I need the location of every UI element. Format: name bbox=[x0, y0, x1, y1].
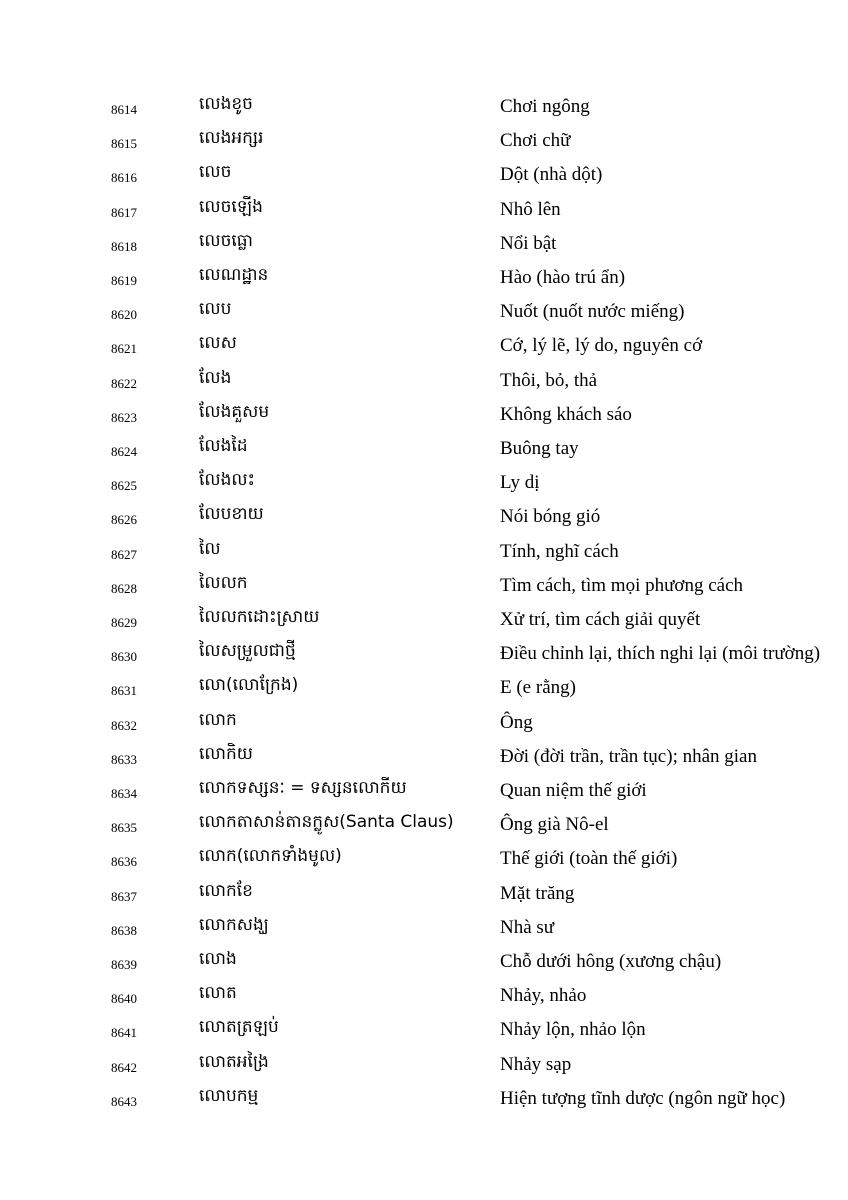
entry-row bbox=[0, 195, 848, 229]
entry-number: 8634 bbox=[111, 786, 137, 801]
vietnamese-meaning: Nổi bật bbox=[500, 233, 557, 254]
entry-number: 8622 bbox=[111, 376, 137, 391]
entry-row bbox=[0, 844, 848, 878]
khmer-term: លែងគួសម bbox=[199, 402, 270, 422]
entry-row bbox=[0, 126, 848, 160]
vietnamese-meaning: Ly dị bbox=[500, 472, 540, 493]
entry-row bbox=[0, 468, 848, 502]
entry-row bbox=[0, 366, 848, 400]
entry-number: 8621 bbox=[111, 341, 137, 356]
khmer-term: លេច bbox=[199, 162, 232, 182]
entry-row bbox=[0, 263, 848, 297]
entry-number: 8633 bbox=[111, 752, 137, 767]
vietnamese-meaning: Nhảy, nhảo bbox=[500, 985, 587, 1006]
vietnamese-meaning: Tìm cách, tìm mọi phương cách bbox=[500, 575, 744, 596]
entry-row bbox=[0, 502, 848, 536]
entry-number: 8627 bbox=[111, 547, 137, 562]
entry-number: 8624 bbox=[111, 444, 137, 459]
entry-number: 8641 bbox=[111, 1025, 137, 1040]
entry-number: 8628 bbox=[111, 581, 137, 596]
entry-number: 8639 bbox=[111, 957, 137, 972]
vietnamese-meaning: Ông già Nô-el bbox=[500, 814, 609, 835]
entry-row bbox=[0, 1015, 848, 1049]
vietnamese-meaning: Tính, nghĩ cách bbox=[500, 541, 619, 562]
khmer-term: លោបកម្ម bbox=[199, 1086, 259, 1106]
entry-row bbox=[0, 331, 848, 365]
vietnamese-meaning: Mặt trăng bbox=[500, 883, 575, 904]
entry-number: 8629 bbox=[111, 615, 137, 630]
entry-row bbox=[0, 879, 848, 913]
entry-number: 8636 bbox=[111, 854, 137, 869]
entry-number: 8635 bbox=[111, 820, 137, 835]
entry-number: 8618 bbox=[111, 239, 137, 254]
entry-row bbox=[0, 708, 848, 742]
entry-row bbox=[0, 92, 848, 126]
entry-row bbox=[0, 1084, 848, 1118]
khmer-term: លេស bbox=[199, 333, 237, 353]
entry-row bbox=[0, 229, 848, 263]
vietnamese-meaning: Chơi chữ bbox=[500, 130, 571, 151]
vietnamese-meaning: Ông bbox=[500, 712, 533, 733]
khmer-term: លោតអង្រៃ bbox=[199, 1052, 269, 1072]
entry-number: 8619 bbox=[111, 273, 137, 288]
khmer-term: លេណដ្ឋាន bbox=[199, 265, 269, 285]
entry-row bbox=[0, 742, 848, 776]
entry-number: 8616 bbox=[111, 170, 137, 185]
khmer-term: លៃលកដោះស្រាយ bbox=[199, 607, 320, 627]
khmer-term: លោកសង្ឃ bbox=[199, 915, 269, 935]
entry-row bbox=[0, 537, 848, 571]
vietnamese-meaning: Xử trí, tìm cách giải quyết bbox=[500, 609, 701, 630]
vietnamese-meaning: Không khách sáo bbox=[500, 404, 632, 425]
khmer-term: លោកខែ bbox=[199, 881, 253, 901]
vietnamese-meaning: Thôi, bỏ, thả bbox=[500, 370, 598, 391]
entry-row bbox=[0, 639, 848, 673]
entry-number: 8637 bbox=[111, 889, 137, 904]
vietnamese-meaning: Chỗ dưới hông (xương chậu) bbox=[500, 951, 722, 972]
vietnamese-meaning: Hiện tượng tĩnh dược (ngôn ngữ học) bbox=[500, 1088, 786, 1109]
entry-row bbox=[0, 913, 848, 947]
vietnamese-meaning: E (e rằng) bbox=[500, 677, 576, 698]
entry-row bbox=[0, 571, 848, 605]
vietnamese-meaning: Buông tay bbox=[500, 438, 579, 459]
entry-number: 8614 bbox=[111, 102, 137, 117]
entry-number: 8643 bbox=[111, 1094, 137, 1109]
khmer-term: លៃលក bbox=[199, 573, 248, 593]
khmer-term: លោក(លោកទាំងមូល) bbox=[199, 846, 342, 866]
entry-row bbox=[0, 160, 848, 194]
khmer-term: លែងលះ bbox=[199, 470, 256, 490]
vietnamese-meaning: Nuốt (nuốt nước miếng) bbox=[500, 301, 685, 322]
vietnamese-meaning: Nhà sư bbox=[500, 917, 555, 938]
entry-row bbox=[0, 810, 848, 844]
entry-row bbox=[0, 297, 848, 331]
vietnamese-meaning: Đời (đời trần, trần tục); nhân gian bbox=[500, 746, 757, 767]
vietnamese-meaning: Điều chỉnh lại, thích nghi lại (môi trường) bbox=[500, 643, 821, 664]
khmer-term: លោកតាសាន់តានក្លូស(Santa Claus) bbox=[199, 812, 454, 832]
entry-number: 8631 bbox=[111, 683, 137, 698]
entry-number: 8617 bbox=[111, 205, 137, 220]
khmer-term: លែបខាយ bbox=[199, 504, 264, 524]
entry-number: 8625 bbox=[111, 478, 137, 493]
vietnamese-meaning: Cớ, lý lẽ, lý do, nguyên cớ bbox=[500, 335, 703, 356]
vietnamese-meaning: Nhô lên bbox=[500, 199, 561, 220]
entry-number: 8623 bbox=[111, 410, 137, 425]
entry-number: 8632 bbox=[111, 718, 137, 733]
entry-row bbox=[0, 776, 848, 810]
entry-row bbox=[0, 605, 848, 639]
khmer-term: លៃ bbox=[199, 539, 221, 559]
vietnamese-meaning: Nhảy sạp bbox=[500, 1054, 572, 1075]
entry-number: 8640 bbox=[111, 991, 137, 1006]
khmer-term: លោង bbox=[199, 949, 237, 969]
entry-row bbox=[0, 1050, 848, 1084]
entry-number: 8626 bbox=[111, 512, 137, 527]
entry-number: 8615 bbox=[111, 136, 137, 151]
vietnamese-meaning: Nhảy lộn, nhảo lộn bbox=[500, 1019, 646, 1040]
vietnamese-meaning: Chơi ngông bbox=[500, 96, 590, 117]
khmer-term: លោកិយ bbox=[199, 744, 253, 764]
entry-row bbox=[0, 673, 848, 707]
entry-number: 8642 bbox=[111, 1060, 137, 1075]
khmer-term: លោកទស្សនៈ = ទស្សនលោកីយ bbox=[199, 778, 407, 798]
entry-number: 8630 bbox=[111, 649, 137, 664]
vietnamese-meaning: Thế giới (toàn thế giới) bbox=[500, 848, 678, 869]
khmer-term: លៃសម្រួលជាថ្មី bbox=[199, 641, 296, 661]
khmer-term: លេចឡើង bbox=[199, 197, 263, 217]
vietnamese-meaning: Nói bóng gió bbox=[500, 506, 601, 527]
vietnamese-meaning: Hào (hào trú ẩn) bbox=[500, 267, 626, 288]
entry-row bbox=[0, 981, 848, 1015]
khmer-term: លេងខូច bbox=[199, 94, 253, 114]
entry-row bbox=[0, 947, 848, 981]
khmer-term: លោ(លោក្រែង) bbox=[199, 675, 299, 695]
entry-row bbox=[0, 400, 848, 434]
khmer-term: លោក bbox=[199, 710, 237, 730]
entry-row bbox=[0, 434, 848, 468]
entry-number: 8638 bbox=[111, 923, 137, 938]
khmer-term: លោត bbox=[199, 983, 237, 1003]
khmer-term: លេប bbox=[199, 299, 232, 319]
entry-number: 8620 bbox=[111, 307, 137, 322]
khmer-term: លេងអក្សរ bbox=[199, 128, 264, 148]
vietnamese-meaning: Dột (nhà dột) bbox=[500, 164, 603, 185]
khmer-term: លែងដៃ bbox=[199, 436, 248, 456]
khmer-term: លេចធ្លោ bbox=[199, 231, 253, 251]
khmer-term: លោតត្រឡប់ bbox=[199, 1017, 279, 1037]
khmer-term: លែង bbox=[199, 368, 232, 388]
vietnamese-meaning: Quan niệm thế giới bbox=[500, 780, 647, 801]
